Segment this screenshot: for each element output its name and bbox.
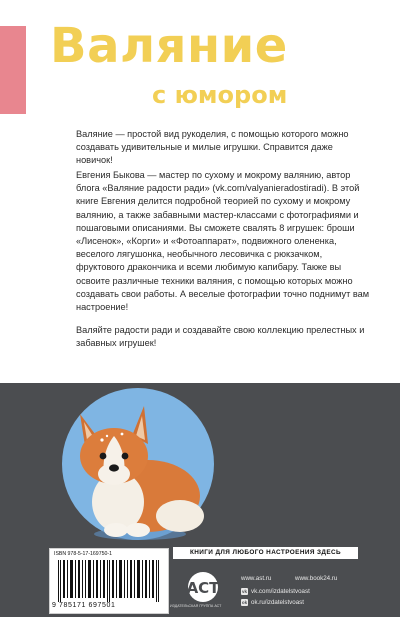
vk-icon: vk: [241, 589, 247, 594]
book-subtitle: с юмором: [152, 81, 288, 109]
barcode-bars: [58, 560, 160, 602]
book-title: Валяние: [50, 18, 288, 74]
publisher-slogan: КНИГИ ДЛЯ ЛЮБОГО НАСТРОЕНИЯ ЗДЕСЬ: [173, 547, 358, 559]
vk-link-text: vk.com/izdatelstvoast: [251, 588, 310, 596]
ok-link-text: ok.ru/izdatelstvoast: [251, 599, 304, 607]
publisher-logo-text: ACT: [186, 579, 220, 597]
isbn-number: ISBN 978-5-17-169750-1: [54, 551, 112, 557]
barcode-label: [49, 548, 169, 614]
barcode-digits: 9 785171 697501: [52, 602, 116, 609]
felted-corgi-toy-image: [58, 384, 218, 544]
site-link-ast[interactable]: www.ast.ru: [241, 575, 272, 582]
ok-icon: ok: [241, 600, 248, 605]
ok-link[interactable]: [241, 599, 304, 606]
author-paragraph: Евгения Быкова — мастер по сухому и мокрому валянию, автор блога «Валяние радости ради» (vk.com/valyanieradostiradi). В этой книге Евгения делится подробной теорией по сухому и мокрому валянию, а также забавными мастер-классами с фотографиями и пошаговыми описаниями. Вы сможете свалять 8 игрушек: броши «Лисенок», «Корги» и «Фотоаппарат», подвижного олененка, веселого лягушонка, необычного лесовичка с рюкзачком, фруктового дракончика и всеми любимую капибару. Также вы освоите различные техники валяния, с помощью которых можно создавать свои работы. А веселые фотографии точно поднимут вам настроение!: [76, 170, 370, 313]
site-link-book24[interactable]: www.book24.ru: [295, 575, 338, 582]
intro-paragraph: Валяние — простой вид рукоделия, с помощью которого можно создавать удивительные и милые игрушки. Справится даже новичок!: [76, 129, 349, 166]
pink-accent-tab: [0, 26, 26, 114]
vk-link[interactable]: [241, 588, 310, 595]
publisher-caption: ИЗДАТЕЛЬСКАЯ ГРУППА АСТ: [170, 604, 222, 608]
closing-paragraph: Валяйте радости ради и создавайте свою коллекцию прелестных и забавных игрушек!: [76, 325, 365, 349]
